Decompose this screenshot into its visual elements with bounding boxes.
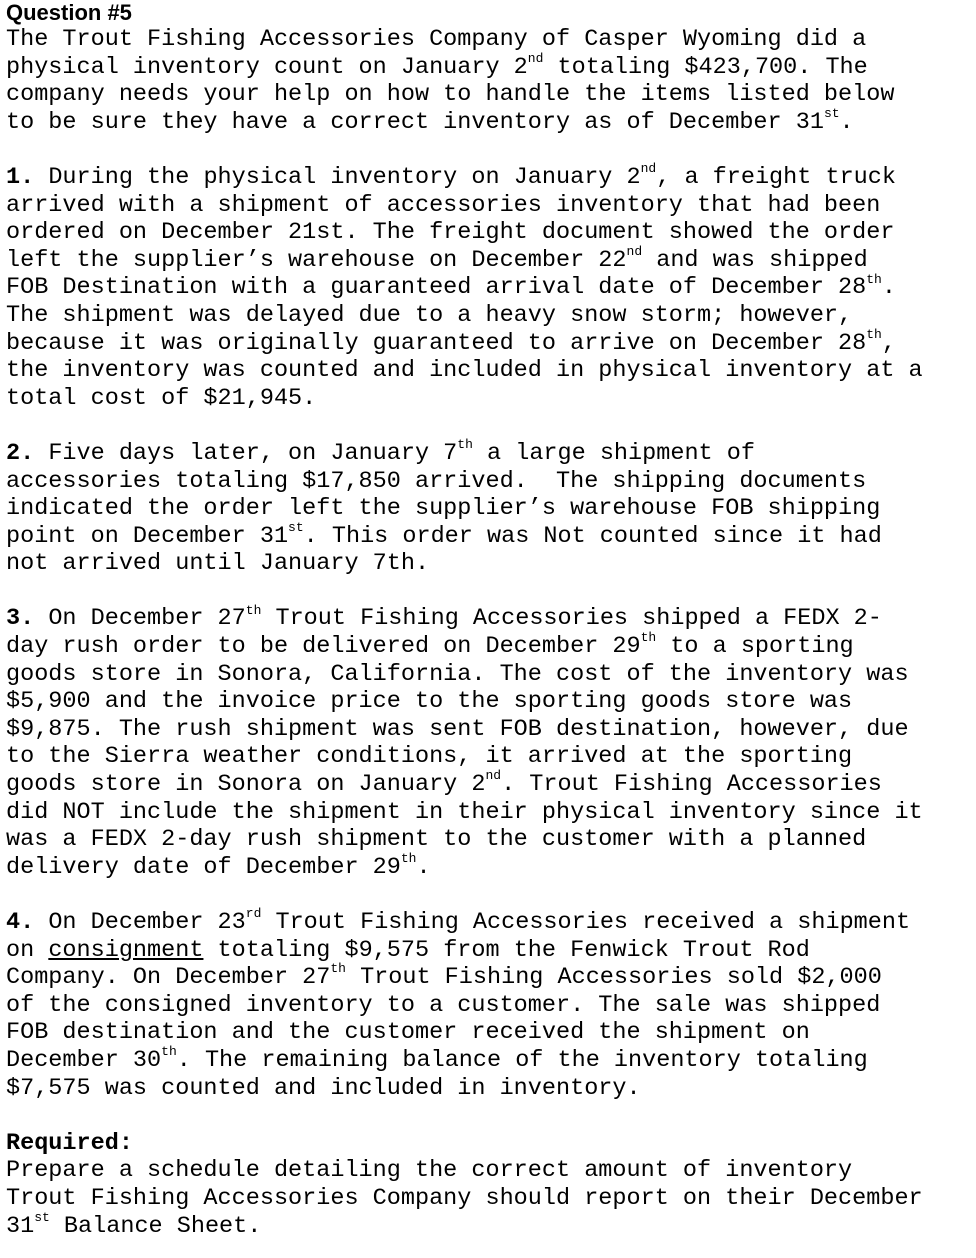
required-line: Trout Fishing Accessories Company should report on their December <box>6 1184 923 1212</box>
item-number: 2. <box>6 439 35 467</box>
ordinal-suffix: nd <box>626 243 643 259</box>
item-line: 4. On December 23rd Trout Fishing Accessories received a shipment <box>6 906 911 936</box>
required-line: 31st Balance Sheet. <box>6 1209 262 1240</box>
ordinal-suffix: st <box>34 1209 50 1225</box>
item-line: 1. During the physical inventory on January 2nd, a freight truck <box>6 161 896 191</box>
item-line: ordered on December 21st. The freight document showed the order <box>6 219 895 247</box>
ordinal-suffix: th <box>330 961 346 977</box>
item-list <box>6 136 970 1102</box>
item-4 <box>6 906 970 1102</box>
required-paragraph <box>6 1157 970 1240</box>
item-line: goods store in Sonora, California. The cost of the inventory was <box>6 660 909 688</box>
item-2 <box>6 437 970 578</box>
item-line: because it was originally guaranteed to arrive on December 28th, <box>6 326 896 357</box>
item-3 <box>6 602 970 881</box>
item-line: did NOT include the shipment in their physical inventory since it <box>6 798 923 826</box>
item-line: December 30th. The remaining balance of the inventory totaling <box>6 1044 868 1074</box>
ordinal-suffix: st <box>823 105 840 121</box>
ordinal-suffix: th <box>866 271 882 287</box>
ordinal-suffix: th <box>400 850 417 866</box>
item-line: total cost of $21,945. <box>6 384 317 412</box>
question-title: Question #5 <box>6 0 132 25</box>
item-number: 3. <box>6 605 35 633</box>
item-1 <box>6 161 970 412</box>
item-line: not arrived until January 7th. <box>6 550 430 578</box>
item-line: 3. On December 27th Trout Fishing Accessories shipped a FEDX 2- <box>6 602 882 633</box>
intro-line: The Trout Fishing Accessories Company of Casper Wyoming did a <box>6 26 867 53</box>
item-line: accessories totaling $17,850 arrived. The shipping documents <box>6 467 867 495</box>
item-line: goods store in Sonora on January 2nd. Trout Fishing Accessories <box>6 768 882 799</box>
item-line: of the consigned inventory to a customer. The sale was shipped <box>6 991 881 1019</box>
ordinal-suffix: th <box>457 437 473 453</box>
ordinal-suffix: nd <box>485 768 502 784</box>
ordinal-suffix: th <box>640 630 657 646</box>
item-line: Company. On December 27th Trout Fishing Accessories sold $2,000 <box>6 961 882 992</box>
item-line: on consignment totaling $9,575 from the Fenwick Trout Rod <box>6 936 810 964</box>
item-line: FOB destination and the customer received the shipment on <box>6 1019 810 1047</box>
item-line: was a FEDX 2-day rush shipment to the customer with a planned <box>6 826 867 854</box>
item-line: left the supplier’s warehouse on December 22nd and was shipped <box>6 243 868 274</box>
item-line: The shipment was delayed due to a heavy snow storm; however, <box>6 301 853 329</box>
item-line: 2. Five days later, on January 7th a large shipment of <box>6 437 755 467</box>
item-line: indicated the order left the supplier’s warehouse FOB shipping <box>6 495 881 523</box>
ordinal-suffix: th <box>866 326 882 342</box>
item-line: $5,900 and the invoice price to the sporting goods store was <box>6 688 853 716</box>
intro-line: to be sure they have a correct inventory as of December 31st. <box>6 105 854 136</box>
ordinal-suffix: th <box>161 1044 177 1060</box>
ordinal-suffix: nd <box>640 161 657 177</box>
ordinal-suffix: nd <box>527 50 544 66</box>
intro-paragraph <box>6 26 970 136</box>
question-document <box>6 0 970 1240</box>
item-line: point on December 31st. This order was Not counted since it had <box>6 519 882 550</box>
item-line: the inventory was counted and included in physical inventory at a <box>6 357 923 385</box>
ordinal-suffix: st <box>288 519 304 535</box>
item-line: $9,875. The rush shipment was sent FOB destination, however, due <box>6 715 909 743</box>
item-line: arrived with a shipment of accessories inventory that had been <box>6 191 881 219</box>
ordinal-suffix: th <box>245 602 262 618</box>
ordinal-suffix: rd <box>245 906 262 922</box>
item-line: $7,575 was counted and included in inventory. <box>6 1074 641 1102</box>
item-line: day rush order to be delivered on December 29th to a sporting <box>6 630 854 661</box>
item-line: to the Sierra weather conditions, it arrived at the sporting <box>6 743 853 771</box>
required-label: Required: <box>6 1129 133 1157</box>
item-line: delivery date of December 29th. <box>6 850 431 881</box>
item-number: 1. <box>6 163 35 191</box>
item-line: FOB Destination with a guaranteed arrival date of December 28th. <box>6 271 896 302</box>
intro-line: physical inventory count on January 2nd totaling $423,700. The <box>6 50 868 81</box>
required-line: Prepare a schedule detailing the correct amount of inventory <box>6 1157 853 1185</box>
underlined-term: consignment <box>48 936 204 964</box>
intro-line: company needs your help on how to handle the items listed below <box>6 81 895 109</box>
item-number: 4. <box>6 909 35 936</box>
